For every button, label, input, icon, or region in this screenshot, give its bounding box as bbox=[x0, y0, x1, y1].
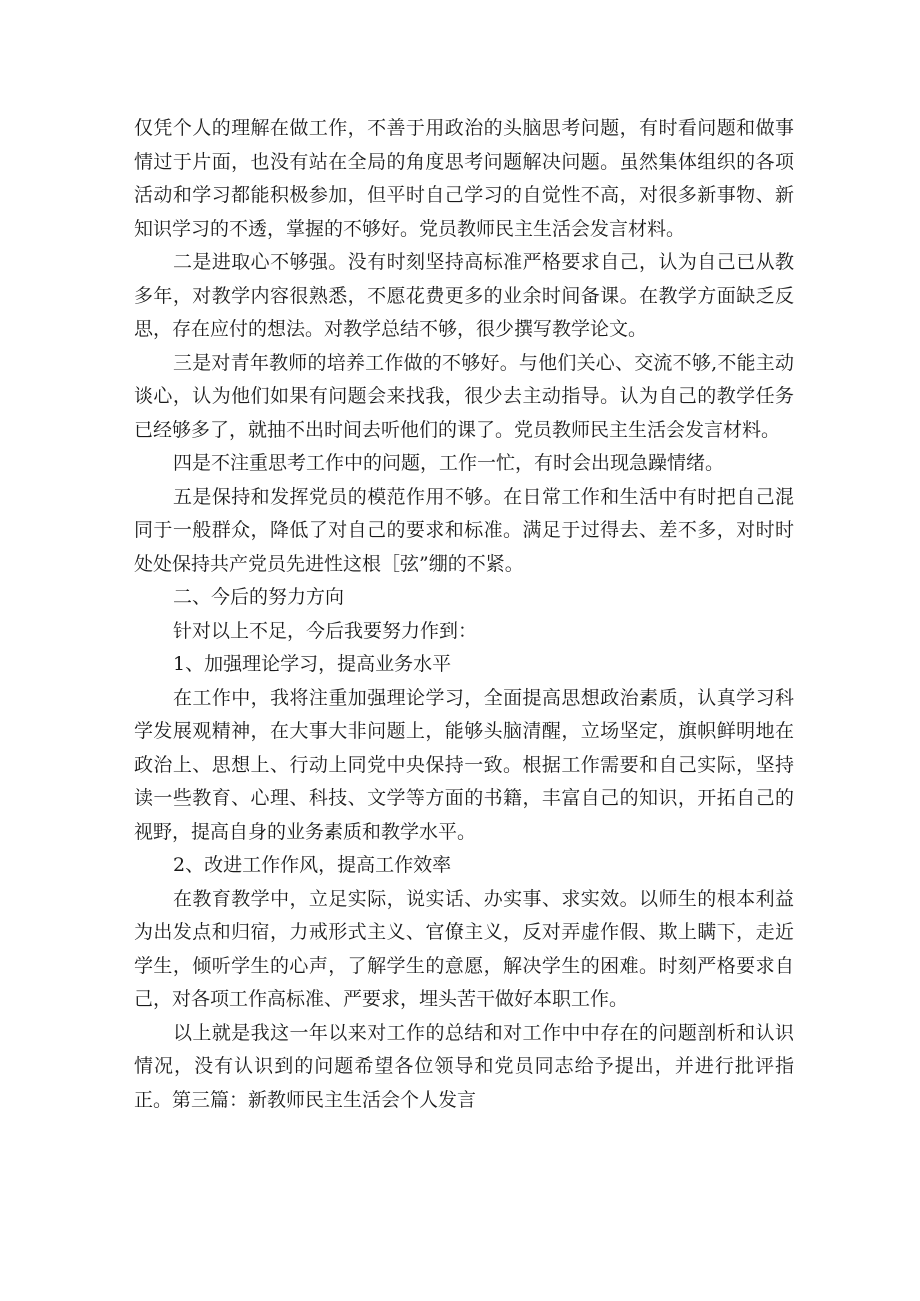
paragraph-3: 三是对青年教师的培养工作做的不够好。与他们关心、交流不够,不能主动谈心，认为他们如果有问题会来找我，很少去主动指导。认为自己的教学任务已经够多了，就抽不出时间去听他们的课了。党员教师民主生活会发言材料。 bbox=[134, 351, 794, 441]
paragraph-11: 在教育教学中，立足实际，说实话、办实事、求实效。以师生的根本利益为出发点和归宿，力戒形式主义、官僚主义，反对弄虚作假、欺上瞒下，走近学生，倾听学生的心声，了解学生的意愿，解决学生的困难。时刻严格要求自己，对各项工作高标准、严要求，埋头苦干做好本职工作。 bbox=[134, 887, 794, 1010]
paragraph-4: 四是不注重思考工作中的问题，工作一忙，有时会出现急躁情绪。 bbox=[173, 452, 725, 474]
subheading-theory-study: 1、加强理论学习，提高业务水平 bbox=[173, 653, 452, 675]
subheading-work-style: 2、改进工作作风，提高工作效率 bbox=[173, 854, 452, 876]
paragraph-7: 针对以上不足，今后我要努力作到： bbox=[173, 619, 478, 642]
paragraph-5: 五是保持和发挥党员的模范作用不够。在日常工作和生活中有时把自己混同于一般群众，降低了对自己的要求和标准。满足于过得去、差不多，对时时处处保持共产党员先进性这根［弦”绷的不紧。 bbox=[134, 485, 794, 575]
paragraph-1: 仅凭个人的理解在做工作，不善于用政治的头脑思考问题，有时看问题和做事情过于片面，也没有站在全局的角度思考问题解决问题。虽然集体组织的各项活动和学习都能积极参加，但平时自己学习的自觉性不高，对很多新事物、新知识学习的不透，掌握的不够好。党员教师民主生活会发言材料。 bbox=[134, 117, 794, 240]
paragraph-12: 以上就是我这一年以来对工作的总结和对工作中中存在的问题剖析和认识情况，没有认识到的问题希望各位领导和党员同志给予提出，并进行批评指正。第三篇：新教师民主生活会个人发言 bbox=[134, 1021, 794, 1111]
paragraph-9: 在工作中，我将注重加强理论学习，全面提高思想政治素质，认真学习科学发展观精神，在大事大非问题上，能够头脑清醒，立场坚定，旗帜鲜明地在政治上、思想上、行动上同党中央保持一致。根据工作需要和自己实际，坚持读一些教育、心理、科技、文学等方面的书籍，丰富自己的知识，开拓自己的视野，提高自身的业务素质和教学水平。 bbox=[134, 686, 794, 843]
paragraph-2: 二是进取心不够强。没有时刻坚持高标准严格要求自己，认为自己已从教多年，对教学内容很熟悉，不愿花费更多的业余时间备课。在教学方面缺乏反思，存在应付的想法。对教学总结不够，很少撰写教学论文。 bbox=[134, 251, 794, 340]
section-heading-future-direction: 二、今后的努力方向 bbox=[173, 586, 345, 608]
document-body bbox=[134, 112, 794, 1117]
